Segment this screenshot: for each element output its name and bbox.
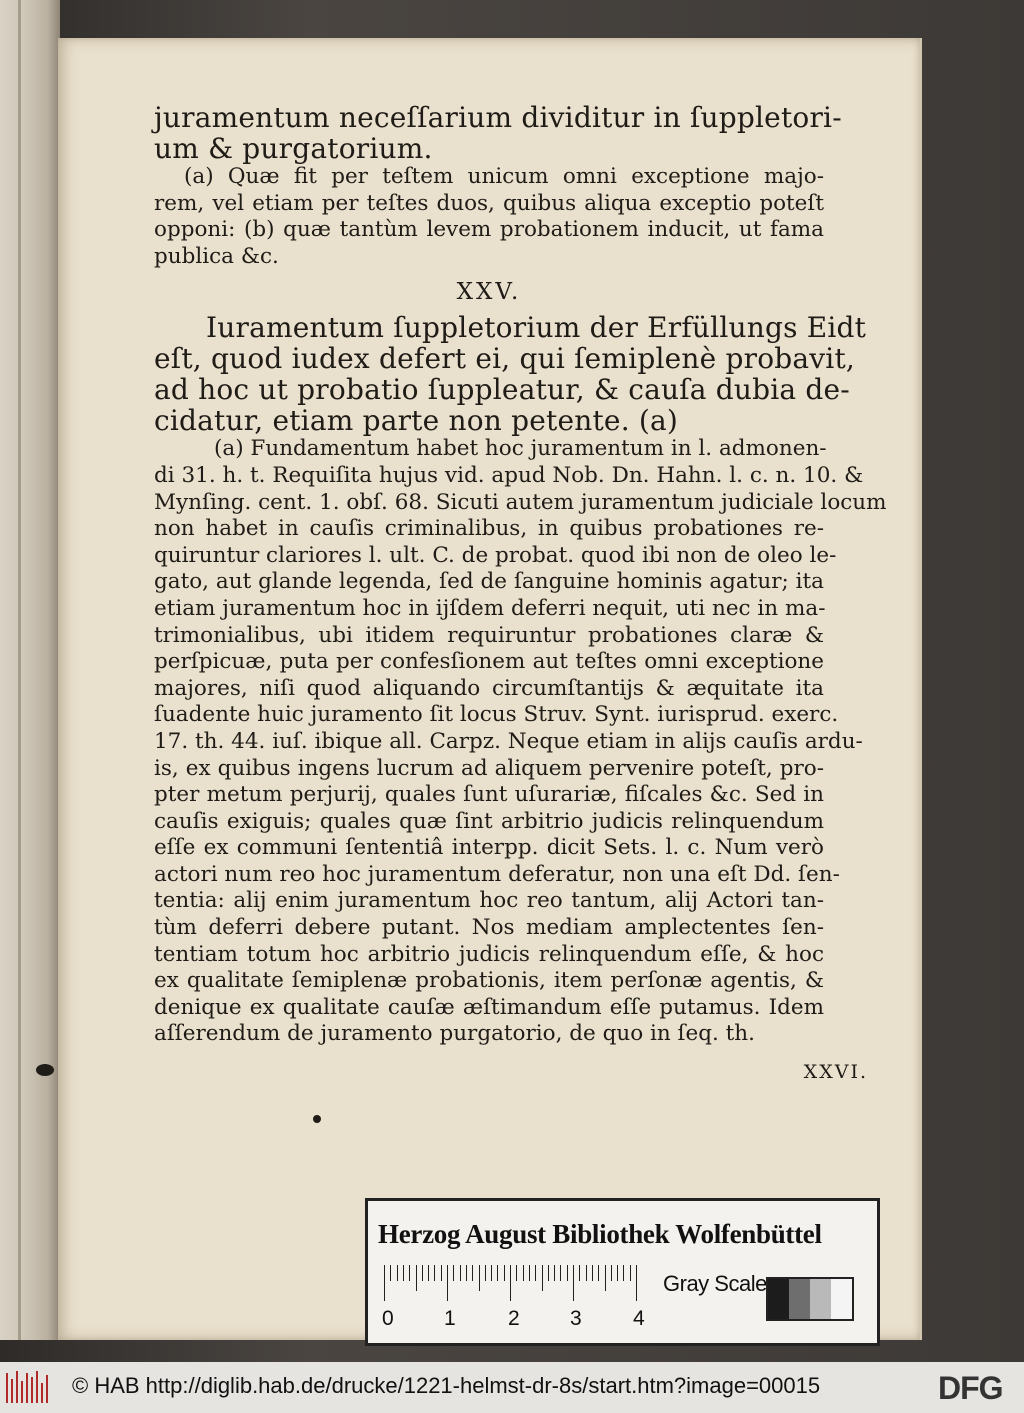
- ruler-tick: [472, 1265, 473, 1281]
- text-line: cauſis exiguis; quales quæ ſint arbitrio judicis relinquendum: [154, 808, 824, 834]
- ruler-tick: [617, 1265, 618, 1281]
- paragraph-1: [154, 101, 842, 165]
- ruler-tick: [504, 1265, 505, 1281]
- ruler-tick: [416, 1265, 417, 1291]
- text-line: non habet in cauſis criminalibus, in quibus probationes re-: [154, 516, 824, 542]
- ruler-tick: [554, 1265, 555, 1281]
- text-line: eſt, quod iudex defert ei, qui ſemiplenè probavit,: [154, 342, 856, 376]
- text-line: eſſe ex communi ſententiâ interpp. dicit Sets. l. c. Num verò: [154, 835, 824, 861]
- paragraph-2: [154, 311, 867, 438]
- text-line: etiam juramentum hoc in ijſdem deferri nequit, uti nec in ma-: [154, 595, 826, 621]
- text-line: ſuadente huic juramento ſit locus Struv. Synt. iurisprud. exerc.: [154, 702, 839, 728]
- text-line: opponi: (b) quæ tantùm levem probationem inducit, ut fama: [154, 217, 824, 243]
- text-line: rem, vel etiam per teſtes duos, quibus aliqua exceptio poteſt: [154, 190, 824, 216]
- ruler-tick: [523, 1265, 524, 1281]
- library-color-label: [365, 1198, 880, 1346]
- text-line: is, ex quibus ingens lucrum ad aliquem pervenire poteſt, pro-: [154, 755, 824, 781]
- ruler-tick: [441, 1265, 442, 1281]
- text-line: pter metum perjurij, quales ſunt uſurariæ, fiſcales &c. Sed in: [154, 782, 824, 808]
- text-line: actori num reo hoc juramentum deferatur, non una eſt Dd. ſen-: [154, 861, 840, 887]
- ruler-tick: [497, 1265, 498, 1281]
- ruler-tick: [453, 1265, 454, 1281]
- text-line: tentia: alij enim juramentum hoc reo tantum, alij Actori tan-: [154, 888, 824, 914]
- page-text: [154, 101, 887, 1048]
- note-2: [154, 436, 887, 1048]
- ruler-tick: [592, 1265, 593, 1281]
- text-line: quiruntur clariores l. ult. C. de probat. quod ibi non de oleo le-: [154, 542, 837, 568]
- hab-logo-icon: [6, 1371, 48, 1403]
- ruler-tick: [623, 1265, 624, 1281]
- ruler-number: 3: [570, 1307, 582, 1330]
- gray-swatch: [831, 1279, 852, 1319]
- ruler-number: 4: [633, 1307, 645, 1330]
- ruler-tick: [409, 1265, 410, 1281]
- ruler-tick: [598, 1265, 599, 1281]
- text-line: gato, aut glande legenda, ſed de ſanguine hominis agatur; ita: [154, 569, 824, 595]
- gray-swatch: [789, 1279, 810, 1319]
- text-line: ex qualitate ſemiplenæ probationis, item perſonæ agentis, &: [154, 968, 824, 994]
- ruler-tick: [428, 1265, 429, 1281]
- book-page: [58, 38, 922, 1340]
- text-line: perſpicuæ, puta per confesſionem aut teſtes omni exceptione: [154, 649, 824, 675]
- ruler-tick: [479, 1265, 480, 1291]
- gray-scale-label: Gray Scale: [663, 1271, 767, 1296]
- text-line: (a) Quæ fit per teſtem unicum omni exceptione majo-: [184, 164, 824, 189]
- text-line: aſſerendum de juramento purgatorio, de quo in ſeq. th.: [154, 1021, 755, 1047]
- ruler-tick: [485, 1265, 486, 1281]
- ruler-tick: [491, 1265, 492, 1281]
- ruler-tick: [466, 1265, 467, 1281]
- ruler-tick: [510, 1265, 511, 1301]
- ink-blot: [36, 1064, 54, 1076]
- ruler-tick: [586, 1265, 587, 1281]
- text-line: di 31. h. t. Requiſita hujus vid. apud Nob. Dn. Hahn. l. c. n. 10. &: [154, 462, 864, 488]
- text-line: Mynſing. cent. 1. obſ. 68. Sicuti autem juramentum judiciale locum: [154, 489, 887, 515]
- book-spine-edge: [0, 0, 60, 1340]
- ruler-tick: [611, 1265, 612, 1281]
- ruler-tick: [422, 1265, 423, 1281]
- text-line: (a) Fundamentum habet hoc juramentum in l. admonen-: [214, 436, 827, 462]
- gray-swatch: [768, 1279, 789, 1319]
- text-line: ad hoc ut probatio ſuppleatur, & cauſa dubia de-: [154, 373, 850, 407]
- ruler-tick: [397, 1265, 398, 1281]
- ruler-tick: [460, 1265, 461, 1281]
- ruler-number: 2: [508, 1307, 520, 1330]
- ruler-number: 0: [382, 1307, 394, 1330]
- ruler-tick: [573, 1265, 574, 1301]
- gray-scale-swatches: [766, 1277, 854, 1321]
- ruler-tick: [579, 1265, 580, 1281]
- gray-swatch: [810, 1279, 831, 1319]
- section-heading: XXV.: [456, 279, 522, 306]
- ruler-tick: [605, 1265, 606, 1291]
- ruler-tick: [567, 1265, 568, 1281]
- text-line: tùm deferri debere putant. Nos mediam amplectentes ſen-: [154, 915, 824, 941]
- text-line: tentiam totum hoc arbitrio judicis relinquendum eſſe, & hoc: [154, 941, 824, 967]
- text-line: trimonialibus, ubi itidem requiruntur probationes claræ &: [154, 622, 824, 648]
- library-name: Herzog August Bibliothek Wolfenbüttel: [378, 1219, 822, 1249]
- ruler-tick: [529, 1265, 530, 1281]
- text-line: Iuramentum ſuppletorium der Erfüllungs Eidt: [206, 311, 867, 345]
- text-line: majores, niſi quod aliquando circumſtantijs & æquitate ita: [154, 675, 824, 701]
- footer-bar: [0, 1362, 1024, 1413]
- ruler-tick: [535, 1265, 536, 1281]
- ruler-number: 1: [444, 1307, 456, 1330]
- text-line: um & purgatorium.: [154, 132, 433, 165]
- ruler-tick: [548, 1265, 549, 1281]
- note-1: [154, 164, 824, 270]
- ruler-tick: [516, 1265, 517, 1281]
- ruler-tick: [403, 1265, 404, 1281]
- text-line: denique ex qualitate cauſæ æſtimandum eſſe putamus. Idem: [154, 994, 824, 1020]
- footer-url[interactable]: © HAB http://diglib.hab.de/drucke/1221-helmst-dr-8s/start.htm?image=00015: [72, 1373, 821, 1398]
- ruler-tick: [384, 1265, 385, 1301]
- text-line: juramentum neceſſarium dividitur in ſuppletori-: [154, 101, 842, 134]
- ruler-tick: [630, 1265, 631, 1281]
- ruler-tick: [636, 1265, 637, 1301]
- ruler-tick: [390, 1265, 391, 1281]
- scale-ruler: [384, 1265, 646, 1301]
- ruler-tick: [447, 1265, 448, 1301]
- ink-dot: [313, 1115, 321, 1123]
- catchword: XXVI.: [803, 1061, 868, 1083]
- dfg-logo: DFG: [938, 1370, 1003, 1406]
- ruler-tick: [434, 1265, 435, 1281]
- ruler-tick: [542, 1265, 543, 1291]
- text-line: 17. th. 44. iuſ. ibique all. Carpz. Neque etiam in alijs cauſis ardu-: [154, 728, 863, 754]
- text-line: cidatur, etiam parte non petente. (a): [154, 404, 679, 438]
- ruler-tick: [560, 1265, 561, 1281]
- text-line: publica &c.: [154, 243, 279, 269]
